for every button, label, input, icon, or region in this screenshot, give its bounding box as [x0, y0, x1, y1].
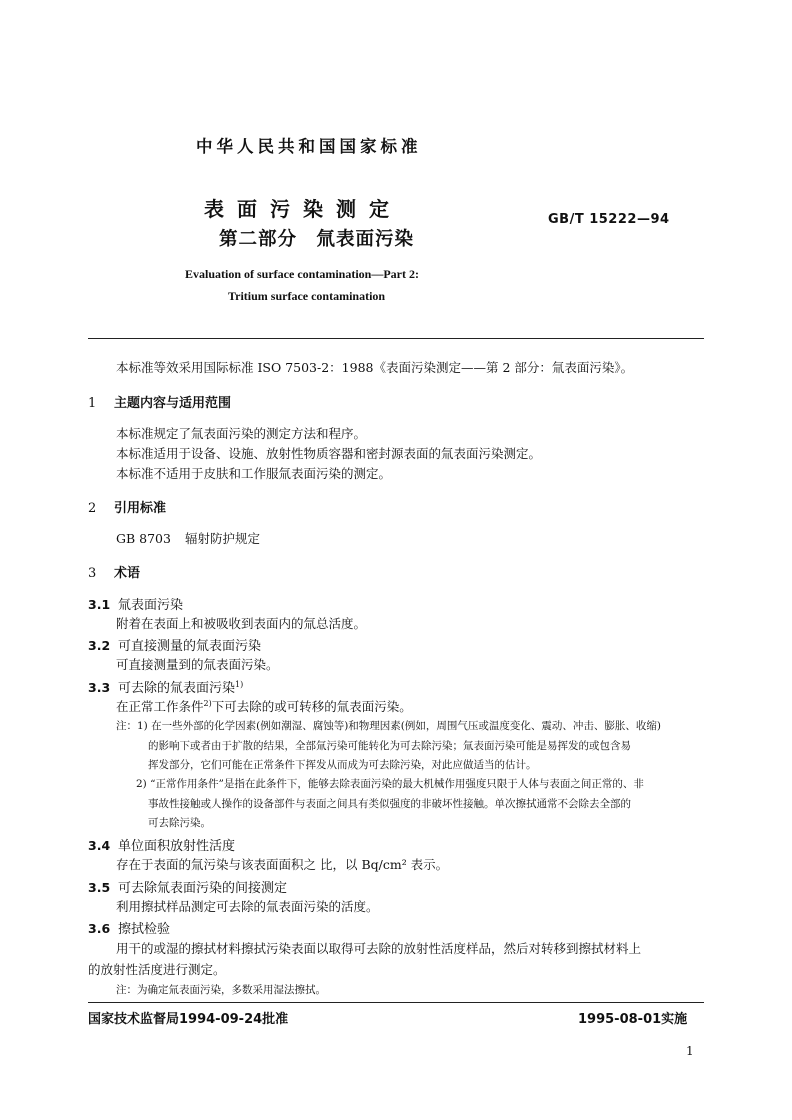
term-title: 可去除氚表面污染的间接测定 — [118, 881, 288, 896]
document-title: 表面污染测定 — [204, 197, 402, 221]
term-definition: 存在于表面的氚污染与该表面面积之 比，以 Bq/cm² 表示。 — [116, 857, 449, 872]
term-3-1 — [88, 594, 183, 613]
term-number: 3.1 — [88, 597, 111, 612]
document-subtitle: 第二部分 氚表面污染 — [219, 229, 415, 250]
section-number: 3 — [88, 566, 97, 581]
term-definition: 可直接测量到的氚表面污染。 — [116, 657, 279, 672]
section-1-heading — [88, 392, 231, 411]
term-title: 可直接测量的氚表面污染 — [118, 639, 262, 654]
reference-entry — [116, 529, 260, 547]
english-title-line2: Tritium surface contamination — [228, 289, 386, 303]
term-number: 3.3 — [88, 680, 111, 695]
note-2-line2: 事故性接触或人操作的设备部件与表面之间具有类似强度的非破坏性接触。单次擦拭通常不会除去全部的 — [148, 798, 631, 810]
footnote-marker: 2) — [203, 699, 212, 708]
term-title: 可去除的氚表面污染 — [118, 681, 236, 696]
section-title: 主题内容与适用范围 — [114, 396, 232, 411]
note-2-line3: 可去除污染。 — [148, 817, 211, 829]
term-3-6 — [88, 918, 170, 937]
footer-divider — [88, 1002, 704, 1003]
intro-paragraph: 本标准等效采用国际标准 ISO 7503-2：1988《表面污染测定——第 2 部分：氚表面污染》。 — [116, 360, 634, 375]
english-title-line1: Evaluation of surface contamination—Part 2: — [185, 267, 419, 281]
paragraph: 本标准不适用于皮肤和工作服氚表面污染的测定。 — [116, 466, 392, 481]
term-title: 单位面积放射性活度 — [118, 839, 236, 854]
paragraph: 本标准适用于设备、设施、放射性物质容器和密封源表面的氚表面污染测定。 — [116, 446, 542, 461]
footnote-marker: 1) — [235, 680, 244, 689]
note-text: 1) 在一些外部的化学因素(例如潮湿、腐蚀等)和物理因素(例如，周围气压或温度变化、震动、冲击、膨胀、收缩) — [137, 720, 661, 732]
term-number: 3.4 — [88, 838, 111, 853]
approval-date: 国家技术监督局1994-09-24批准 — [88, 1012, 289, 1027]
standard-number: GB/T 15222—94 — [548, 212, 670, 227]
reference-code: GB 8703 — [116, 531, 171, 546]
term-3-3 — [88, 677, 243, 696]
term-title: 氚表面污染 — [118, 598, 184, 613]
term-definition: 用干的或湿的擦拭材料擦拭污染表面以取得可去除的放射性活度样品，然后对转移到擦拭材料上 — [116, 941, 642, 956]
term-3-5 — [88, 877, 287, 896]
term-definition-continued: 的放射性活度进行测定。 — [88, 962, 226, 977]
section-3-heading — [88, 562, 140, 581]
reference-title: 辐射防护规定 — [184, 531, 260, 546]
term-definition — [116, 697, 412, 715]
term-3-4 — [88, 835, 235, 854]
definition-text: 下可去除的或可转移的氚表面污染。 — [211, 699, 412, 714]
note-1-line1 — [116, 718, 661, 733]
national-standard-heading: 中华人民共和国国家标准 — [196, 137, 422, 156]
effective-date: 1995-08-01实施 — [578, 1012, 688, 1027]
section-title: 术语 — [114, 566, 141, 581]
section-2-heading — [88, 497, 166, 516]
note-label: 注： — [116, 720, 137, 732]
header-divider — [88, 338, 704, 339]
note-2-line1: 2) “正常作用条件”是指在此条件下，能够去除表面污染的最大机械作用强度只限于人体与表面之间正常的、非 — [136, 778, 644, 790]
term-definition: 利用擦拭样品测定可去除的氚表面污染的活度。 — [116, 899, 379, 914]
section-title: 引用标准 — [114, 501, 167, 516]
paragraph: 本标准规定了氚表面污染的测定方法和程序。 — [116, 426, 367, 441]
term-definition: 附着在表面上和被吸收到表面内的氚总活度。 — [116, 616, 367, 631]
term-3-2 — [88, 635, 261, 654]
term-title: 擦拭检验 — [118, 922, 171, 937]
term-number: 3.2 — [88, 638, 111, 653]
page-number: 1 — [686, 1044, 694, 1058]
term-number: 3.5 — [88, 880, 111, 895]
note-1-line2: 的影响下或者由于扩散的结果，全部氚污染可能转化为可去除污染；氚表面污染可能是易挥发的或包含易 — [148, 740, 631, 752]
section-number: 1 — [88, 396, 97, 411]
definition-text: 在正常工作条件 — [116, 699, 204, 714]
note: 注：为确定氚表面污染，多数采用湿法擦拭。 — [116, 984, 326, 996]
section-number: 2 — [88, 501, 97, 516]
note-1-line3: 挥发部分，它们可能在正常条件下挥发从而成为可去除污染，对此应做适当的估计。 — [148, 759, 537, 771]
term-number: 3.6 — [88, 921, 111, 936]
